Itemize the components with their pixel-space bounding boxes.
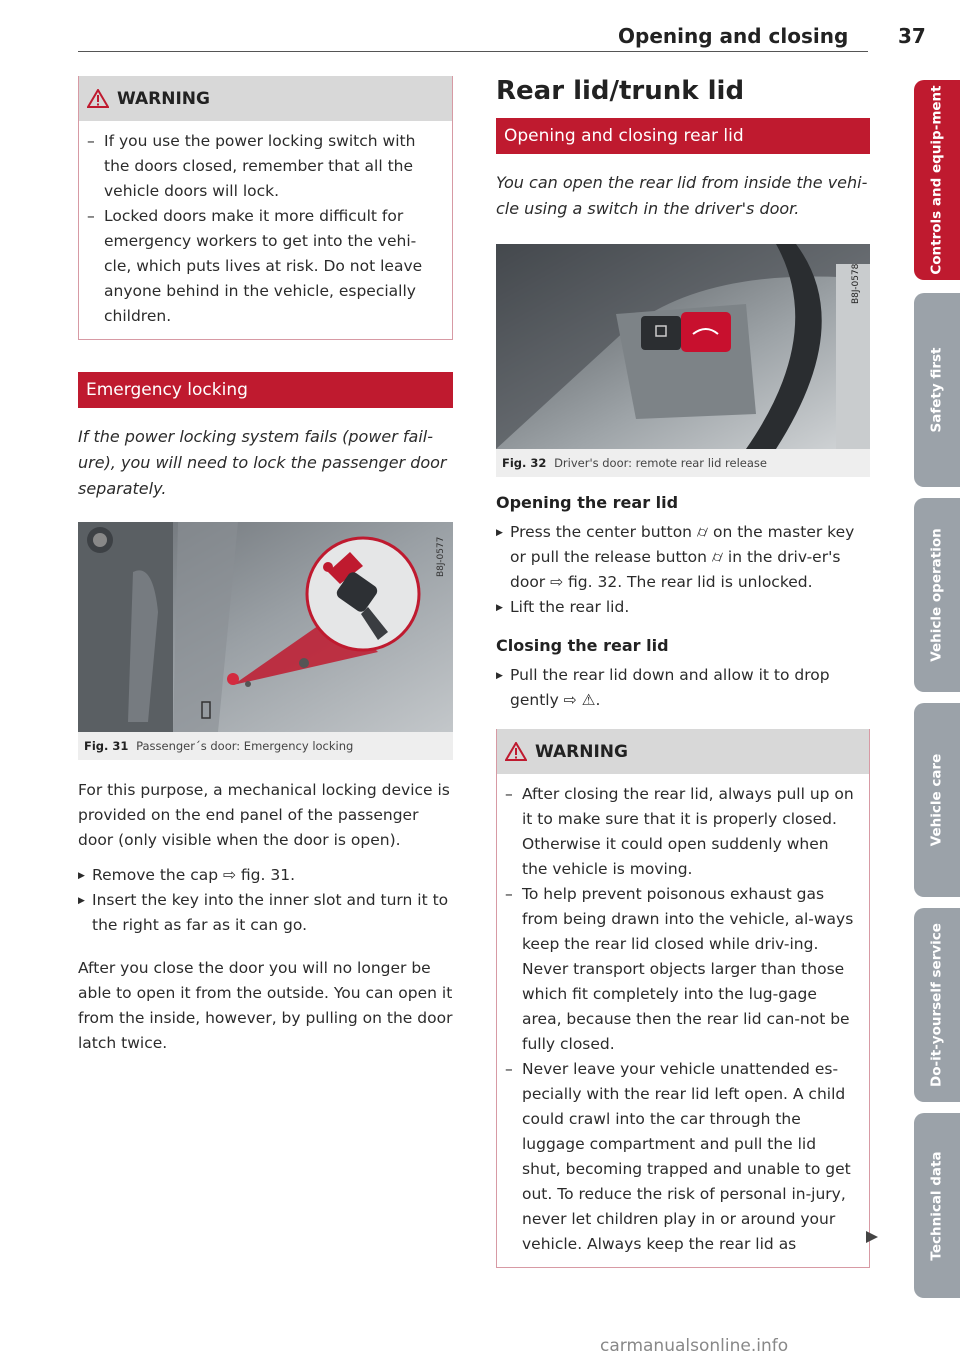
side-tab-label: Safety first bbox=[928, 347, 945, 433]
warning-box bbox=[496, 729, 870, 1268]
section-bar-opening-closing: Opening and closing rear lid bbox=[496, 118, 870, 154]
side-tab-label: Do-it-yourself service bbox=[928, 923, 945, 1087]
header-rule bbox=[78, 51, 868, 52]
steps-list bbox=[78, 863, 453, 938]
steps-list bbox=[496, 663, 870, 713]
figure-31 bbox=[78, 522, 453, 760]
warning-item: – If you use the power locking switch with the doors closed, remember that all the vehicle doors will lock. bbox=[87, 129, 440, 204]
warning-title: WARNING bbox=[535, 741, 628, 762]
paragraph: For this purpose, a mechanical locking device is provided on the end panel of the passenger door (only visible when the door is open). bbox=[78, 781, 450, 849]
side-tab-label: Technical data bbox=[928, 1150, 945, 1261]
figure-31-code: B8J-0577 bbox=[436, 536, 446, 577]
warning-box bbox=[78, 76, 453, 340]
steps-list bbox=[496, 520, 870, 620]
side-tab-controls[interactable] bbox=[914, 80, 960, 280]
side-tab-technical-data[interactable] bbox=[914, 1113, 960, 1298]
caption-label: Fig. 32 bbox=[502, 456, 547, 470]
warning-item: – After closing the rear lid, always pull up on it to make sure that it is properly closed. Otherwise it could open suddenly when the vehicle is moving. bbox=[505, 782, 857, 882]
side-tab-vehicle-operation[interactable] bbox=[914, 498, 960, 692]
warning-title: WARNING bbox=[117, 88, 210, 109]
section-heading: Rear lid/trunk lid bbox=[496, 76, 745, 106]
figure-32-code: B8J-0578 bbox=[851, 263, 861, 304]
side-tab-label: Controls and equip-ment bbox=[928, 85, 945, 275]
warning-list bbox=[497, 774, 869, 1267]
figure-32-caption bbox=[496, 449, 870, 477]
side-tab-safety[interactable] bbox=[914, 293, 960, 487]
figure-32-image bbox=[496, 244, 870, 449]
figure-32 bbox=[496, 244, 870, 477]
continue-arrow-icon bbox=[864, 1229, 880, 1245]
caption-text: Driver's door: remote rear lid release bbox=[554, 456, 767, 470]
warning-item: – Locked doors make it more difficult for emergency workers to get into the vehi-cle, which puts lives at risk. Do not leave anyone behind in the vehicle, especially children. bbox=[87, 204, 440, 329]
running-title: Opening and closing bbox=[618, 24, 849, 48]
step: ▶ Remove the cap ⇨ fig. 31. bbox=[78, 863, 453, 888]
left-column bbox=[78, 76, 453, 1056]
page-number: 37 bbox=[898, 24, 926, 48]
step: ▶ Insert the key into the inner slot and turn it to the right as far as it can go. bbox=[78, 888, 453, 938]
subheading-opening: Opening the rear lid bbox=[496, 493, 679, 512]
right-column bbox=[496, 76, 870, 1268]
step: ▶ Pull the rear lid down and allow it to drop gently ⇨ ⚠. bbox=[496, 663, 870, 713]
warning-triangle-icon bbox=[87, 89, 109, 108]
side-tab-vehicle-care[interactable] bbox=[914, 703, 960, 897]
warning-triangle-icon bbox=[505, 742, 527, 761]
warning-list bbox=[79, 121, 452, 339]
paragraph: After you close the door you will no longer be able to open it from the outside. You can open it from the inside, however, by pulling on the door latch twice. bbox=[78, 959, 453, 1052]
caption-text: Passenger´s door: Emergency locking bbox=[136, 739, 354, 753]
section-intro: You can open the rear lid from inside the vehi-cle using a switch in the driver's door. bbox=[496, 173, 868, 218]
figure-31-caption bbox=[78, 732, 453, 760]
step: ▶ Press the center button ⌭ on the master key or pull the release button ⌭ in the driv-er's door ⇨ fig. 32. The rear lid is unlocked. bbox=[496, 520, 870, 595]
footer-watermark: carmanualsonline.info bbox=[600, 1336, 789, 1356]
caption-label: Fig. 31 bbox=[84, 739, 129, 753]
side-tab-label: Vehicle care bbox=[928, 753, 945, 847]
section-intro: If the power locking system fails (power fail-ure), you will need to lock the passenger door separately. bbox=[78, 427, 447, 498]
warning-header bbox=[497, 729, 869, 774]
side-tab-diy[interactable] bbox=[914, 908, 960, 1102]
warning-header bbox=[79, 76, 452, 121]
section-bar-emergency-locking: Emergency locking bbox=[78, 372, 453, 408]
warning-item: – Never leave your vehicle unattended es-pecially with the rear lid left open. A child could crawl into the car through the luggage compartment and pull the lid shut, becoming trapped and unable to get out. To reduce the risk of personal in-jury, never let children play in or around your vehicle. Always keep the rear lid as bbox=[505, 1057, 857, 1257]
figure-31-image bbox=[78, 522, 453, 732]
step: ▶ Lift the rear lid. bbox=[496, 595, 870, 620]
subheading-closing: Closing the rear lid bbox=[496, 636, 669, 655]
warning-item: – To help prevent poisonous exhaust gas from being drawn into the vehicle, al-ways keep the rear lid closed while driv-ing. Never transport objects larger than those which fit completely into the lug-gage area, because then the rear lid can-not be fully closed. bbox=[505, 882, 857, 1057]
side-tab-label: Vehicle operation bbox=[928, 528, 945, 662]
